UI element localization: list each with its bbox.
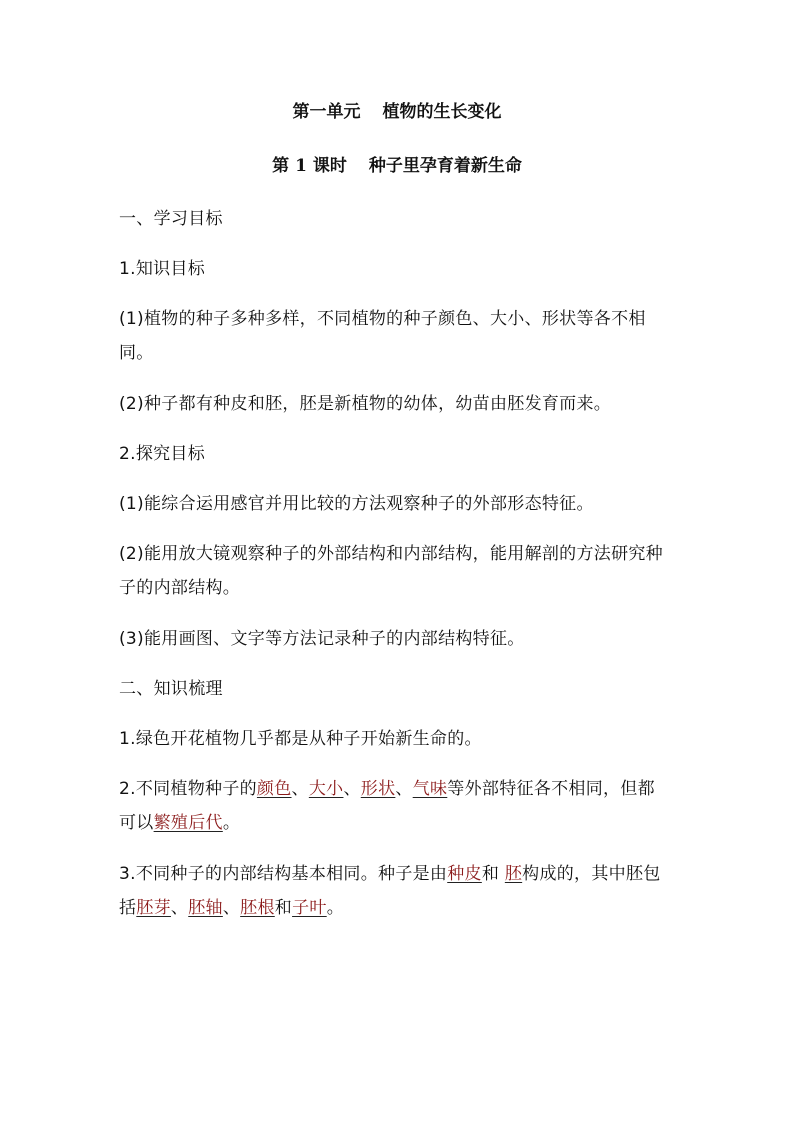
knowledge-item-1: (1)植物的种子多种多样，不同植物的种子颜色、大小、形状等各不相同。 <box>119 309 646 363</box>
lesson-title <box>0 154 794 178</box>
review-item-3-prefix: 3.不同种子的内部结构基本相同。种子是由 <box>119 864 448 884</box>
inquiry-item-3: (3)能用画图、文字等方法记录种子的内部结构特征。 <box>119 629 525 649</box>
inquiry-item-2: (2)能用放大镜观察种子的外部结构和内部结构，能用解剖的方法研究种子的内部结构。 <box>119 544 663 598</box>
review-item-2-end: 。 <box>222 813 241 833</box>
review-item-3-end: 。 <box>326 898 344 918</box>
separator: 、 <box>170 898 189 918</box>
answer-shape: 形状 <box>360 779 396 799</box>
inquiry-item-1: (1)能综合运用感官并用比较的方法观察种子的外部形态特征。 <box>119 494 594 514</box>
knowledge-heading: 1.知识目标 <box>119 259 206 279</box>
review-item-2-prefix: 2.不同植物种子的 <box>119 779 257 799</box>
separator: 和 <box>274 898 293 918</box>
answer-hypocotyl: 胚轴 <box>188 898 223 918</box>
separator: 和 <box>481 864 505 884</box>
review-item-2 <box>119 772 671 840</box>
section2-heading: 二、知识梳理 <box>119 679 223 699</box>
inquiry-heading: 2.探究目标 <box>119 444 206 464</box>
answer-cotyledon: 子叶 <box>292 898 327 918</box>
lesson-title-name: 种子里孕育着新生命 <box>368 156 522 176</box>
lesson-title-number: 第 1 课时 <box>272 156 347 176</box>
review-item-3-middle: 构成的，其中胚包括 <box>119 864 661 918</box>
answer-reproduce: 繁殖后代 <box>153 813 223 833</box>
section1-heading: 一、学习目标 <box>119 209 223 229</box>
unit-title <box>0 100 794 124</box>
answer-radicle: 胚根 <box>240 898 275 918</box>
answer-color: 颜色 <box>256 779 292 799</box>
unit-title-name: 植物的生长变化 <box>382 102 502 122</box>
answer-size: 大小 <box>308 779 344 799</box>
review-item-1: 1.绿色开花植物几乎都是从种子开始新生命的。 <box>119 729 482 749</box>
separator: 、 <box>222 898 241 918</box>
knowledge-item-2: (2)种子都有种皮和胚，胚是新植物的幼体，幼苗由胚发育而来。 <box>119 394 612 414</box>
review-item-3 <box>119 857 671 925</box>
unit-title-number: 第一单元 <box>292 102 361 122</box>
review-item-2-middle: 等外部特征各不相同，但都可以 <box>119 779 655 833</box>
answer-embryo: 胚 <box>504 864 523 884</box>
separator: 、 <box>395 779 413 799</box>
separator: 、 <box>343 779 361 799</box>
separator: 、 <box>291 779 309 799</box>
answer-smell: 气味 <box>412 779 448 799</box>
answer-seed-coat: 种皮 <box>447 864 482 884</box>
answer-plumule: 胚芽 <box>136 898 171 918</box>
